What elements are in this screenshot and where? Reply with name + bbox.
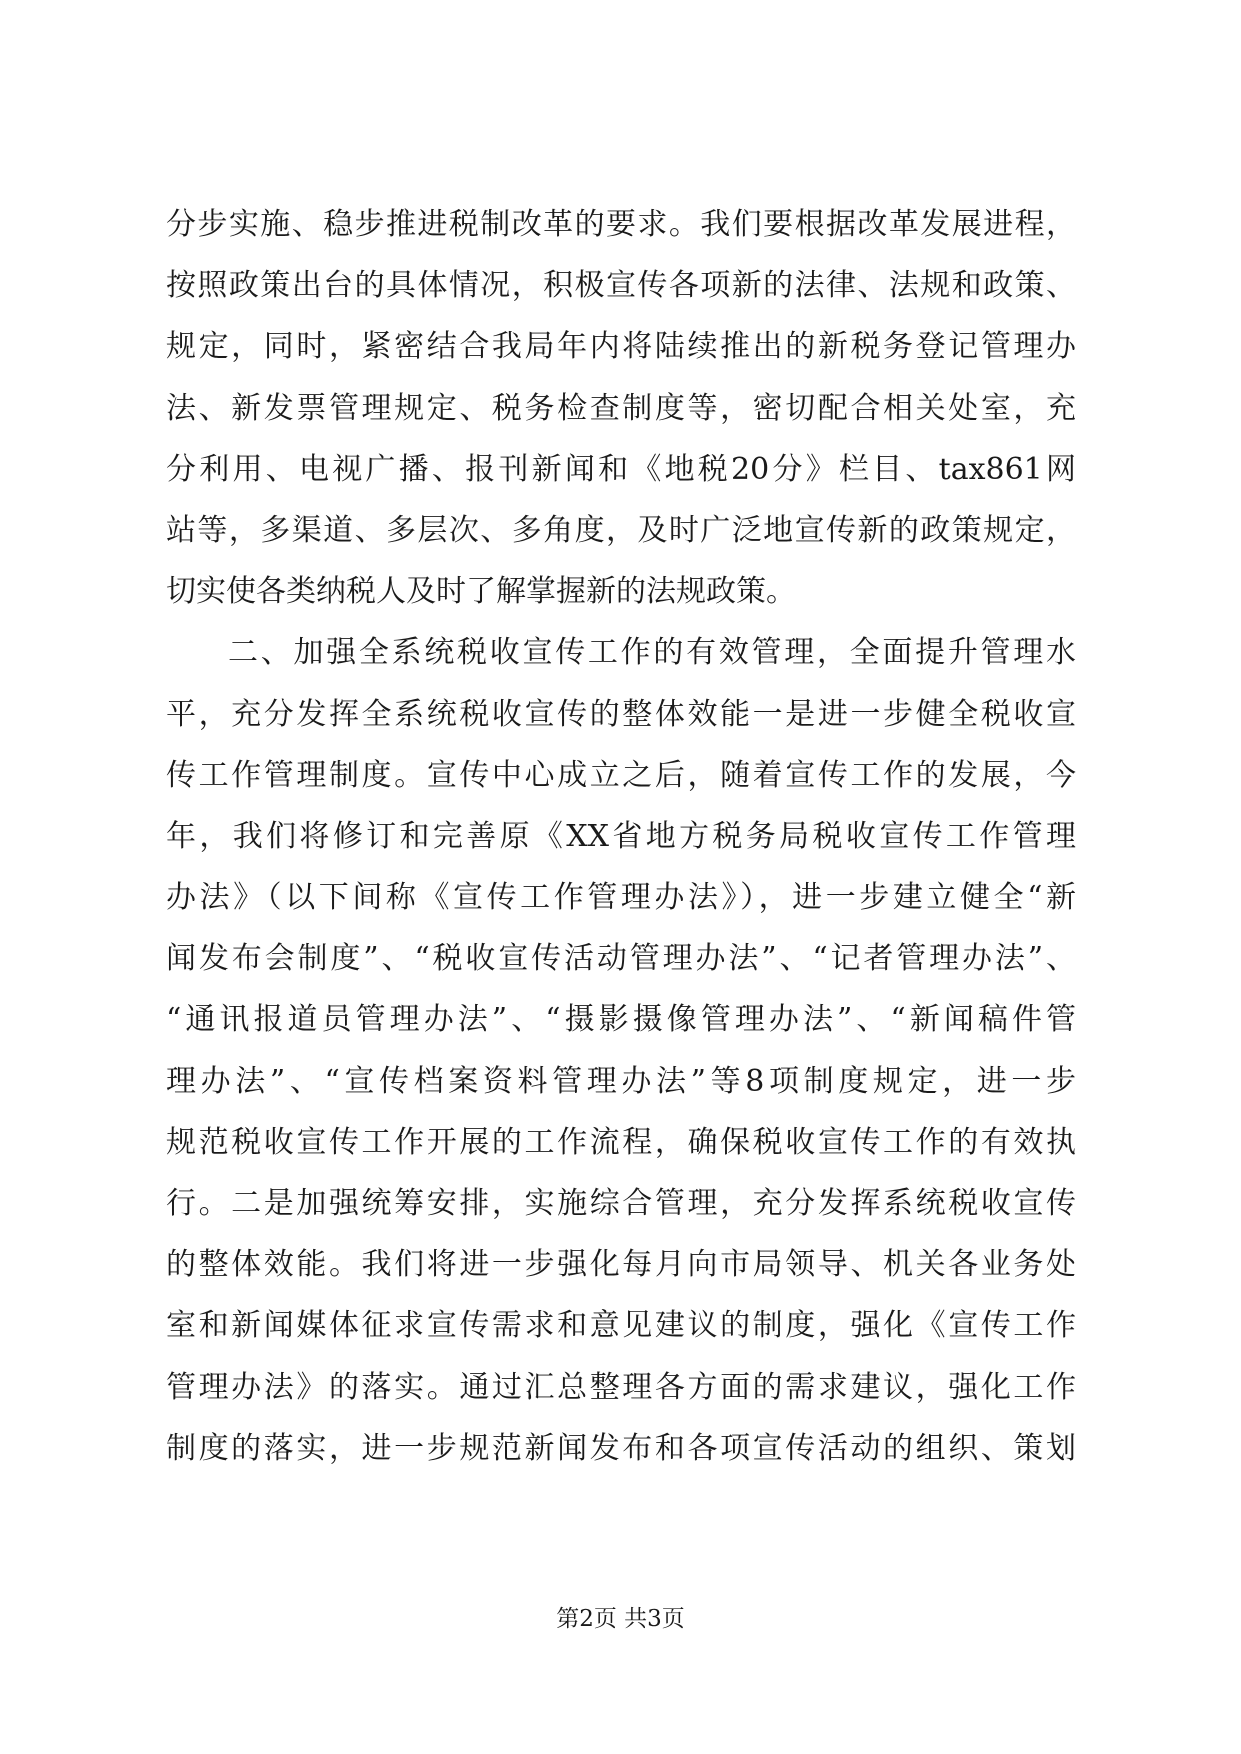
text-line: 传工作管理制度。宣传中心成立之后，随着宣传工作的发展，今: [166, 757, 1076, 793]
text-line: 分步实施、稳步推进税制改革的要求。我们要根据改革发展进程，: [166, 207, 1076, 242]
text-line: 分利用、电视广播、报刊新闻和《地税20分》栏目、tax861网: [166, 451, 1076, 487]
page-number: 第2页 共3页: [556, 1606, 685, 1632]
text-line: 理办法”、“宣传档案资料管理办法”等8项制度规定，进一步: [166, 1063, 1076, 1099]
text-line: 年，我们将修订和完善原《XX省地方税务局税收宣传工作管理: [166, 818, 1076, 854]
text-line: 闻发布会制度”、“税收宣传活动管理办法”、“记者管理办法”、: [166, 941, 1076, 977]
text-line: “通讯报道员管理办法”、“摄影摄像管理办法”、“新闻稿件管: [166, 1002, 1076, 1038]
text-line: 站等，多渠道、多层次、多角度，及时广泛地宣传新的政策规定，: [166, 512, 1076, 548]
text-line: 规范税收宣传工作开展的工作流程，确保税收宣传工作的有效执: [166, 1124, 1076, 1160]
page-footer: [0, 1604, 1241, 1634]
text-line: 办法》（以下间称《宣传工作管理办法》），进一步建立健全“新: [166, 880, 1076, 916]
text-line: 平，充分发挥全系统税收宣传的整体效能一是进一步健全税收宣: [166, 696, 1076, 732]
text-line: 规定，同时，紧密结合我局年内将陆续推出的新税务登记管理办: [166, 329, 1076, 365]
text-line: 切实使各类纳税人及时了解掌握新的法规政策。: [166, 574, 796, 610]
text-line: 法、新发票管理规定、税务检查制度等，密切配合相关处室，充: [166, 390, 1076, 426]
text-line: 管理办法》的落实。通过汇总整理各方面的需求建议，强化工作: [166, 1369, 1076, 1405]
text-line: 按照政策出台的具体情况，积极宣传各项新的法律、法规和政策、: [166, 268, 1076, 304]
document-body: [166, 194, 1076, 1479]
text-line: 行。二是加强统筹安排，实施综合管理，充分发挥系统税收宣传: [166, 1186, 1076, 1221]
text-line: 室和新闻媒体征求宣传需求和意见建议的制度，强化《宣传工作: [166, 1308, 1076, 1344]
text-line: 的整体效能。我们将进一步强化每月向市局领导、机关各业务处: [166, 1247, 1076, 1283]
paragraph-start-line: 二、加强全系统税收宣传工作的有效管理，全面提升管理水: [228, 635, 1076, 671]
text-line: 制度的落实，进一步规范新闻发布和各项宣传活动的组织、策划: [166, 1430, 1076, 1466]
